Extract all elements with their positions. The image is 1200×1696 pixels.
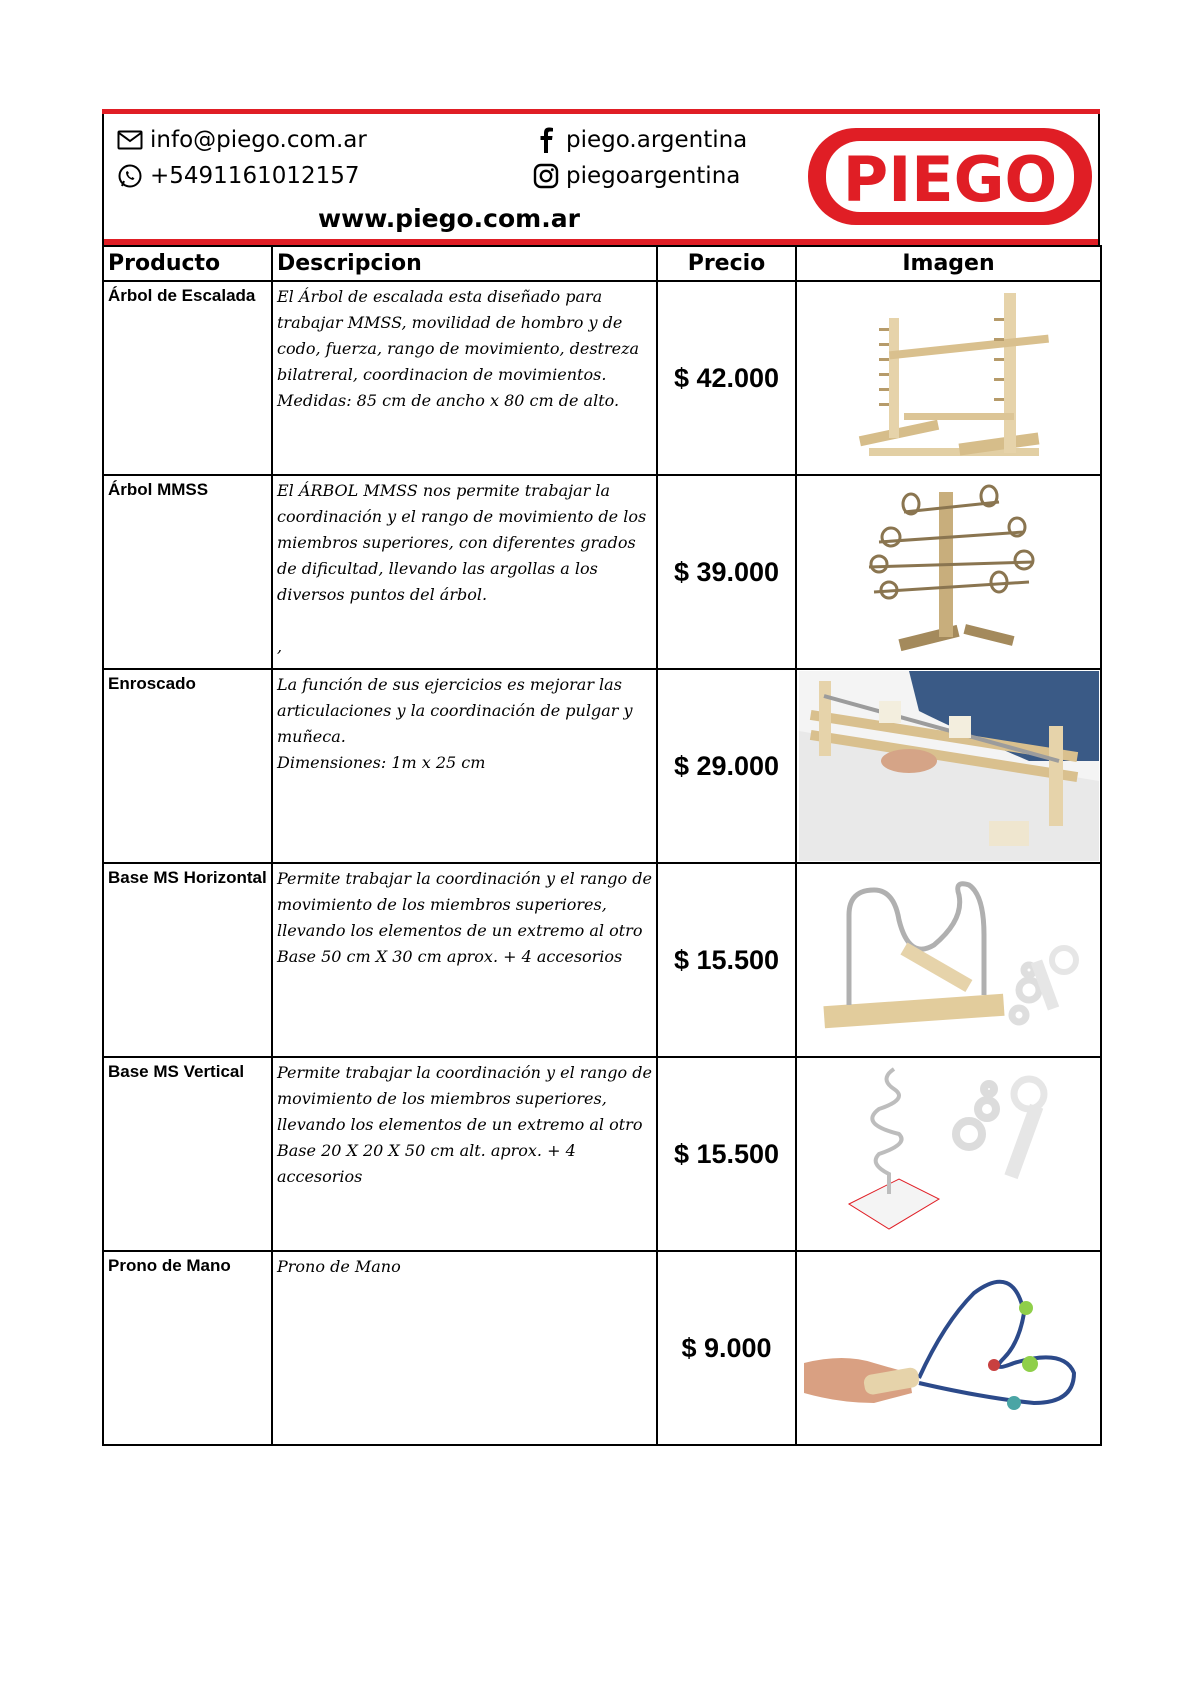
- product-name: Base MS Vertical: [103, 1057, 272, 1251]
- product-price: $ 42.000: [657, 281, 796, 475]
- product-image-cell: [796, 1057, 1101, 1251]
- price-list-sheet: [102, 109, 1100, 1446]
- logo-text: PIEGO: [842, 143, 1058, 216]
- website-link[interactable]: [318, 204, 580, 233]
- product-description: La función de sus ejercicios es mejorar las articulaciones y la coordinación de pulgar y muñeca. Dimensiones: 1m x 25 cm: [272, 669, 657, 863]
- product-price: $ 15.500: [657, 863, 796, 1057]
- column-header-imagen: Imagen: [796, 246, 1101, 281]
- product-image-cell: [796, 863, 1101, 1057]
- product-table: [102, 245, 1102, 1446]
- product-description: El ÁRBOL MMSS nos permite trabajar la coordinación y el rango de movimiento de los miembros superiores, con diferentes grados de dificultad, llevando las argollas a los diversos puntos del árbol. ,: [272, 475, 657, 669]
- column-header-descripcion: Descripcion: [272, 246, 657, 281]
- horizontal-wire-base-image: [814, 875, 1084, 1045]
- product-name: Prono de Mano: [103, 1251, 272, 1445]
- product-description: El Árbol de escalada esta diseñado para trabajar MMSS, movilidad de hombro y de codo, fuerza, rango de movimiento, destreza bilatreral, coordinacion de movimientos. Medidas: 85 cm de ancho x 80 cm de alto.: [272, 281, 657, 475]
- phone-text: +5491161012157: [150, 163, 360, 189]
- product-name: Árbol de Escalada: [103, 281, 272, 475]
- climbing-tree-image: [849, 288, 1049, 468]
- product-price: $ 29.000: [657, 669, 796, 863]
- product-price: $ 15.500: [657, 1057, 796, 1251]
- product-description: Permite trabajar la coordinación y el rango de movimiento de los miembros superiores, llevando los elementos de un extremo al otro Base 20 X 20 X 50 cm alt. aprox. + 4 accesorios: [272, 1057, 657, 1251]
- vertical-wire-base-image: [839, 1064, 1059, 1244]
- email-contact[interactable]: [116, 126, 367, 154]
- facebook-text: piego.argentina: [566, 127, 748, 153]
- contact-header: [102, 114, 1100, 239]
- piego-logo: [804, 124, 1096, 229]
- facebook-icon: [532, 126, 560, 154]
- table-row: [103, 1057, 1101, 1251]
- phone-contact[interactable]: [116, 162, 360, 190]
- website-text: www.piego.com.ar: [318, 204, 580, 233]
- product-image-cell: [796, 669, 1101, 863]
- table-row: [103, 863, 1101, 1057]
- product-description: Permite trabajar la coordinación y el rango de movimiento de los miembros superiores, llevando los elementos de un extremo al otro Base 50 cm X 30 cm aprox. + 4 accesorios: [272, 863, 657, 1057]
- product-image-cell: [796, 475, 1101, 669]
- product-name: Árbol MMSS: [103, 475, 272, 669]
- table-header-row: [103, 246, 1101, 281]
- whatsapp-icon: [116, 162, 144, 190]
- instagram-text: piegoargentina: [566, 163, 741, 189]
- column-header-precio: Precio: [657, 246, 796, 281]
- table-row: [103, 475, 1101, 669]
- email-text: info@piego.com.ar: [150, 127, 367, 153]
- table-row: [103, 1251, 1101, 1445]
- ring-tree-image: [849, 482, 1049, 662]
- facebook-contact[interactable]: [532, 126, 747, 154]
- product-name: Enroscado: [103, 669, 272, 863]
- product-price: $ 39.000: [657, 475, 796, 669]
- screw-rod-image: [799, 671, 1099, 861]
- table-row: [103, 669, 1101, 863]
- instagram-icon: [532, 162, 560, 190]
- product-description: Prono de Mano: [272, 1251, 657, 1445]
- envelope-icon: [116, 126, 144, 154]
- product-image-cell: [796, 281, 1101, 475]
- hand-pronation-wire-image: [804, 1263, 1094, 1433]
- table-row: [103, 281, 1101, 475]
- product-image-cell: [796, 1251, 1101, 1445]
- product-name: Base MS Horizontal: [103, 863, 272, 1057]
- product-price: $ 9.000: [657, 1251, 796, 1445]
- column-header-producto: Producto: [103, 246, 272, 281]
- instagram-contact[interactable]: [532, 162, 740, 190]
